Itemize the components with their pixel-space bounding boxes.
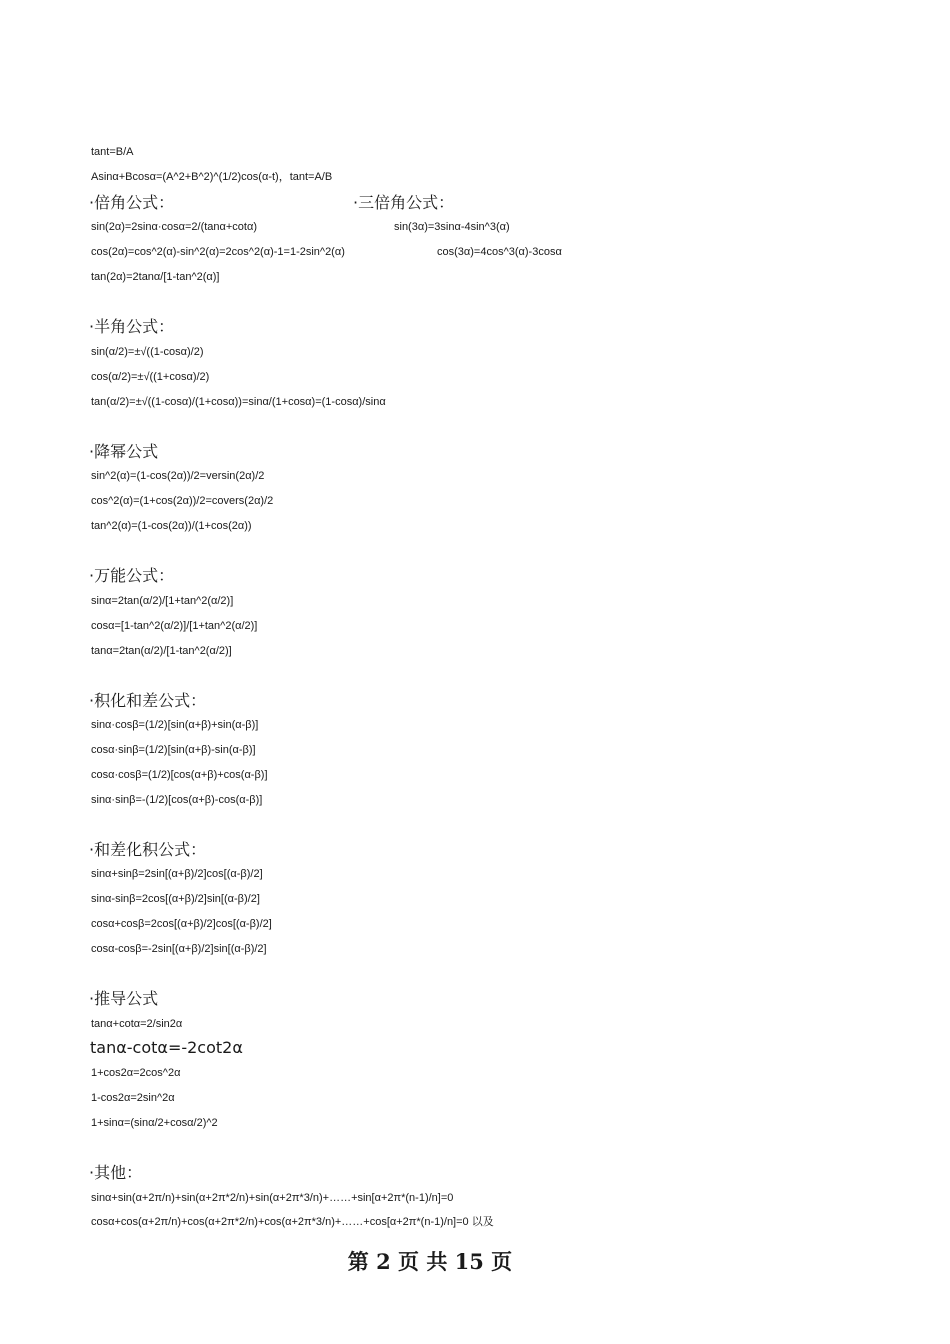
section-heading-sum-to-product: ·和差化积公式：	[89, 840, 207, 859]
formula-line: sinα·sinβ=-(1/2)[cos(α+β)-cos(α-β)]	[91, 794, 263, 806]
formula-line: tanα=2tan(α/2)/[1-tan^2(α/2)]	[91, 645, 232, 657]
formula-line: cos(2α)=cos^2(α)-sin^2(α)=2cos^2(α)-1=1-2sin^2(α)	[91, 246, 345, 258]
section-heading-double-angle: ·倍角公式：	[89, 193, 175, 212]
section-heading-triple-angle: ·三倍角公式：	[353, 193, 455, 212]
formula-line: sin(α/2)=±√((1-cosα)/2)	[91, 346, 204, 358]
section-heading-product-to-sum: ·积化和差公式：	[89, 691, 207, 710]
formula-line: tan(α/2)=±√((1-cosα)/(1+cosα))=sinα/(1+cosα)=(1-cosα)/sinα	[91, 396, 386, 408]
formula-line: sin(2α)=2sinα·cosα=2/(tanα+cotα)	[91, 221, 257, 233]
section-heading-universal: ·万能公式：	[89, 566, 175, 585]
formula-line: sinα=2tan(α/2)/[1+tan^2(α/2)]	[91, 595, 234, 607]
formula-line: 1+cos2α=2cos^2α	[91, 1067, 181, 1079]
formula-line: tan^2(α)=(1-cos(2α))/(1+cos(2α))	[91, 520, 252, 532]
formula-line: sinα+sinβ=2sin[(α+β)/2]cos[(α-β)/2]	[91, 868, 263, 880]
formula-line: sinα+sin(α+2π/n)+sin(α+2π*2/n)+sin(α+2π*3/n)+……+sin[α+2π*(n-1)/n]=0	[91, 1192, 454, 1204]
section-heading-half-angle: ·半角公式：	[89, 317, 175, 336]
formula-line: cos(α/2)=±√((1+cosα)/2)	[91, 371, 210, 383]
formula-line: cosα-cosβ=-2sin[(α+β)/2]sin[(α-β)/2]	[91, 943, 267, 955]
formula-line: cosα·sinβ=(1/2)[sin(α+β)-sin(α-β)]	[91, 744, 256, 756]
formula-line: cosα=[1-tan^2(α/2)]/[1+tan^2(α/2)]	[91, 620, 258, 632]
formula-line-large: tanα-cotα=-2cot2α	[90, 1038, 243, 1057]
formula-line: Asinα+Bcosα=(A^2+B^2)^(1/2)cos(α-t)，tant=A/B	[91, 171, 333, 183]
formula-line: sinα·cosβ=(1/2)[sin(α+β)+sin(α-β)]	[91, 719, 259, 731]
formula-line: sin(3α)=3sinα-4sin^3(α)	[394, 221, 510, 233]
section-heading-other: ·其他：	[89, 1163, 143, 1182]
formula-line: sin^2(α)=(1-cos(2α))/2=versin(2α)/2	[91, 470, 265, 482]
formula-line: cosα·cosβ=(1/2)[cos(α+β)+cos(α-β)]	[91, 769, 268, 781]
formula-line: sinα-sinβ=2cos[(α+β)/2]sin[(α-β)/2]	[91, 893, 260, 905]
formula-line: tan(2α)=2tanα/[1-tan^2(α)]	[91, 271, 220, 283]
section-heading-derived: ·推导公式	[89, 989, 159, 1008]
formula-line: cos(3α)=4cos^3(α)-3cosα	[437, 246, 562, 258]
page-number-footer: 第 2 页 共 15 页	[347, 1249, 513, 1274]
formula-line: 1+sinα=(sinα/2+cosα/2)^2	[91, 1117, 218, 1129]
formula-line: cos^2(α)=(1+cos(2α))/2=covers(2α)/2	[91, 495, 274, 507]
section-heading-power-reduction: ·降幂公式	[89, 442, 159, 461]
formula-line: 1-cos2α=2sin^2α	[91, 1092, 175, 1104]
formula-line: cosα+cosβ=2cos[(α+β)/2]cos[(α-β)/2]	[91, 918, 272, 930]
formula-line: cosα+cos(α+2π/n)+cos(α+2π*2/n)+cos(α+2π*3/n)+……+cos[α+2π*(n-1)/n]=0 以及	[91, 1216, 494, 1228]
formula-line: tant=B/A	[91, 146, 134, 158]
formula-line: tanα+cotα=2/sin2α	[91, 1018, 183, 1030]
